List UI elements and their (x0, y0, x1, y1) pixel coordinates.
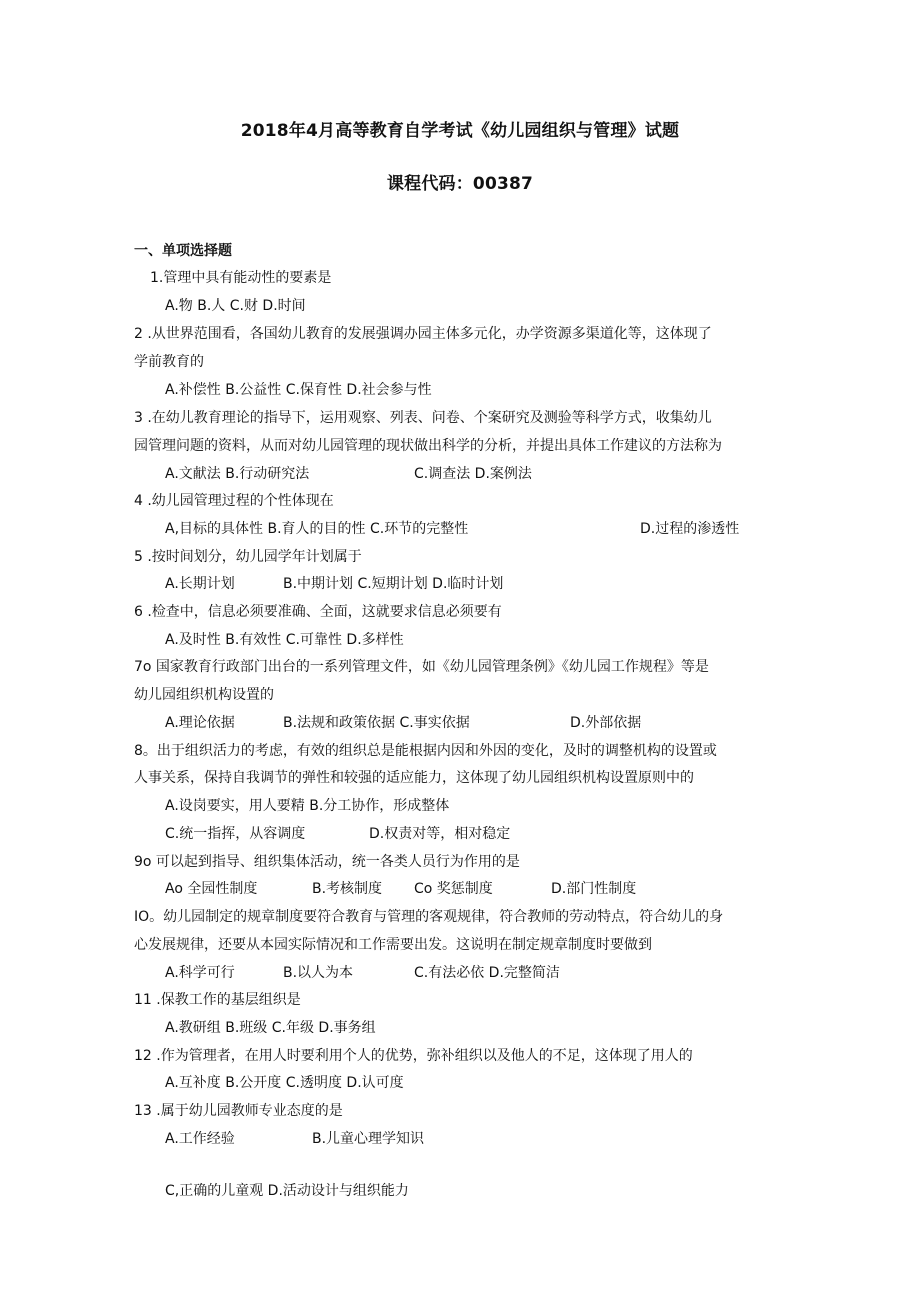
question-8-options-d: D.权责对等，相对稳定 (369, 826, 511, 842)
question-12: 12 .作为管理者，在用人时要利用个人的优势，弥补组织以及他人的不足，这体现了用人的 (134, 1048, 693, 1064)
question-7-line-1: 7o 国家教育行政部门出台的一系列管理文件，如《幼儿园管理条例》《幼儿园工作规程》等是 (134, 659, 709, 675)
question-6: 6 .检查中，信息必须要准确、全面，这就要求信息必须要有 (134, 604, 502, 620)
question-13: 13 .属于幼儿园教师专业态度的是 (134, 1103, 343, 1119)
question-7-line-2: 幼儿园组织机构设置的 (134, 687, 274, 703)
question-7-options-c: D.外部依据 (570, 715, 642, 731)
question-4-options-b: D.过程的渗透性 (640, 521, 740, 537)
question-1: 1.管理中具有能动性的要素是 (150, 270, 332, 286)
question-9-options-c: Co 奖惩制度 (414, 881, 493, 897)
question-11: 11 .保教工作的基层组织是 (134, 992, 301, 1008)
question-10-options-c: C.有法必依 D.完整简洁 (414, 965, 560, 981)
question-9-options-a: Ao 全园性制度 (165, 881, 258, 897)
question-2-line-1: 2 .从世界范围看，各国幼儿教育的发展强调办园主体多元化，办学资源多渠道化等，这体现了 (134, 326, 712, 342)
course-code: 课程代码：00387 (386, 174, 534, 194)
question-4: 4 .幼儿园管理过程的个性体现在 (134, 493, 334, 509)
question-8-options-c: C.统一指挥，从容调度 (165, 826, 306, 842)
question-12-options: A.互补度 B.公开度 C.透明度 D.认可度 (165, 1075, 404, 1091)
question-3-options-b: C.调查法 D.案例法 (414, 466, 532, 482)
exam-title: 2018年4月高等教育自学考试《幼儿园组织与管理》试题 (240, 121, 680, 141)
question-10-options-b: B.以人为本 (283, 965, 354, 981)
question-9: 9o 可以起到指导、组织集体活动，统一各类人员行为作用的是 (134, 854, 520, 870)
question-5-options-a: A.长期计划 (165, 576, 235, 592)
question-8-line-1: 8。出于组织活力的考虑，有效的组织总是能根据内因和外因的变化，及时的调整机构的设置或 (134, 743, 717, 759)
question-4-options-a: A,目标的具体性 B.育人的目的性 C.环节的完整性 (165, 521, 469, 537)
question-5: 5 .按时间划分，幼儿园学年计划属于 (134, 549, 362, 565)
question-10-line-1: IO。幼儿园制定的规章制度要符合教育与管理的客观规律，符合教师的劳动特点，符合幼儿的身 (134, 909, 724, 925)
question-7-options-a: A.理论依据 (165, 715, 235, 731)
question-2-line-2: 学前教育的 (134, 354, 204, 370)
question-13-options-b: B.儿童心理学知识 (312, 1131, 425, 1147)
question-2-options: A.补偿性 B.公益性 C.保育性 D.社会参与性 (165, 382, 432, 398)
question-9-options-d: D.部门性制度 (551, 881, 637, 897)
question-10-options-a: A.科学可行 (165, 965, 235, 981)
question-1-options: A.物 B.人 C.财 D.时间 (165, 298, 306, 314)
question-10-line-2: 心发展规律，还要从本园实际情况和工作需要出发。这说明在制定规章制度时要做到 (134, 937, 652, 953)
section-title: 一、单项选择题 (134, 243, 232, 259)
question-13-options-a: A.工作经验 (165, 1131, 235, 1147)
question-3-options-a: A.文献法 B.行动研究法 (165, 466, 310, 482)
question-8-options-ab: A.设岗要实，用人要精 B.分工协作，形成整体 (165, 798, 450, 814)
question-13-options-cd: C,正确的儿童观 D.活动设计与组织能力 (165, 1183, 409, 1199)
question-3-line-1: 3 .在幼儿教育理论的指导下，运用观察、列表、问卷、个案研究及测验等科学方式，收集幼儿 (134, 410, 712, 426)
question-5-options-b: B.中期计划 C.短期计划 D.临时计划 (283, 576, 504, 592)
question-7-options-b: B.法规和政策依据 C.事实依据 (283, 715, 470, 731)
question-8-line-2: 人事关系，保持自我调节的弹性和较强的适应能力，这体现了幼儿园组织机构设置原则中的 (134, 770, 694, 786)
question-3-line-2: 园管理问题的资料，从而对幼儿园管理的现状做出科学的分析，并提出具体工作建议的方法称为 (134, 438, 722, 454)
question-9-options-b: B.考核制度 (312, 881, 383, 897)
question-11-options: A.教研组 B.班级 C.年级 D.事务组 (165, 1020, 376, 1036)
question-6-options: A.及时性 B.有效性 C.可靠性 D.多样性 (165, 632, 404, 648)
